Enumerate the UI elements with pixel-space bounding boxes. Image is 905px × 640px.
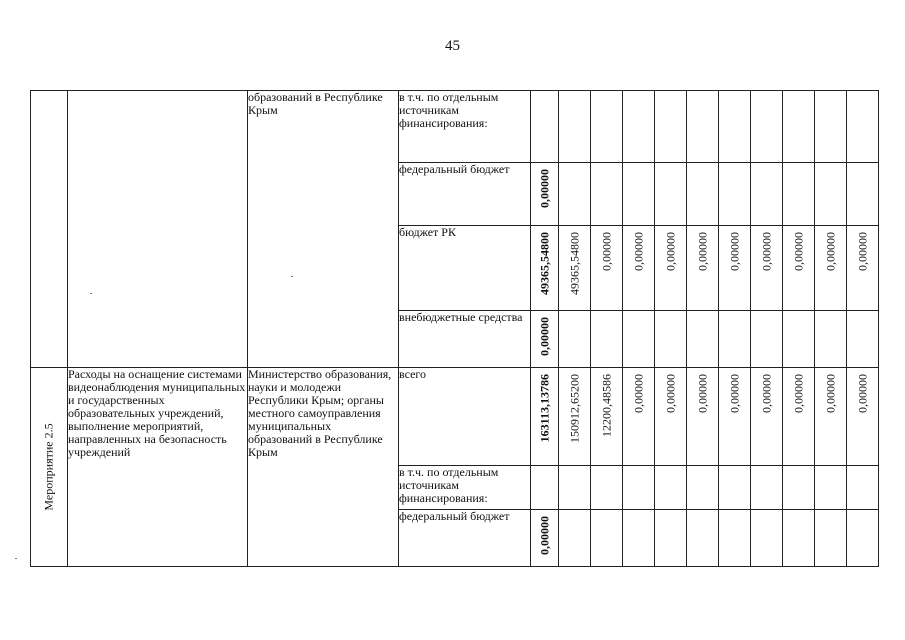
amount-cell: [655, 91, 687, 163]
amount-cell: [559, 466, 591, 510]
scan-speck: [291, 276, 293, 277]
amount-cell: [531, 311, 559, 368]
amount-cell: [591, 311, 623, 368]
funding-source: внебюджетные средства: [399, 311, 531, 368]
amount-cell: [783, 311, 815, 368]
amount-cell: [591, 368, 623, 466]
amount-cell: [847, 368, 879, 466]
year-amount: 0,00000: [695, 232, 709, 271]
year-amount: 0,00000: [631, 374, 645, 413]
amount-cell: [815, 226, 847, 311]
total-amount: 49365,54800: [537, 232, 551, 295]
year-amount: 0,00000: [631, 232, 645, 271]
amount-cell: [559, 91, 591, 163]
amount-cell: [815, 368, 847, 466]
amount-cell: [687, 311, 719, 368]
year-amount: 0,00000: [823, 374, 837, 413]
funding-source: в т.ч. по отдельным источникам финансирования:: [399, 466, 531, 510]
year-amount: 0,00000: [663, 232, 677, 271]
year-amount: 0,00000: [759, 232, 773, 271]
total-amount: 163113,13786: [537, 374, 551, 443]
amount-cell: [531, 510, 559, 567]
amount-cell: [719, 91, 751, 163]
year-amount: 0,00000: [695, 374, 709, 413]
amount-cell: [815, 510, 847, 567]
amount-cell: [719, 226, 751, 311]
amount-cell: [623, 311, 655, 368]
amount-cell: [623, 163, 655, 226]
amount-cell: [531, 91, 559, 163]
funding-source: федеральный бюджет: [399, 510, 531, 567]
amount-cell: [655, 226, 687, 311]
budget-table: [30, 90, 879, 567]
amount-cell: [815, 163, 847, 226]
amount-cell: [719, 466, 751, 510]
measure-executor: Министерство образования, науки и молодежи Республики Крым; органы местного самоуправления муниципальных образований в Республике Крым: [248, 368, 399, 567]
year-amount: 150912,65200: [567, 374, 581, 443]
amount-cell: [751, 466, 783, 510]
amount-cell: [623, 466, 655, 510]
amount-cell: [783, 368, 815, 466]
amount-cell: [719, 368, 751, 466]
amount-cell: [719, 510, 751, 567]
year-amount: 12200,48586: [599, 374, 613, 437]
total-amount: 0,00000: [537, 169, 551, 208]
funding-source: всего: [399, 368, 531, 466]
amount-cell: [655, 163, 687, 226]
amount-cell: [623, 368, 655, 466]
funding-source: в т.ч. по отдельным источникам финансирования:: [399, 91, 531, 163]
amount-cell: [847, 466, 879, 510]
amount-cell: [751, 368, 783, 466]
table-row: [31, 368, 879, 466]
amount-cell: [531, 226, 559, 311]
amount-cell: [751, 510, 783, 567]
amount-cell: [531, 368, 559, 466]
year-amount: 0,00000: [663, 374, 677, 413]
scan-speck: [15, 558, 17, 559]
funding-source: федеральный бюджет: [399, 163, 531, 226]
amount-cell: [815, 311, 847, 368]
amount-cell: [815, 466, 847, 510]
amount-cell: [847, 510, 879, 567]
amount-cell: [687, 91, 719, 163]
measure-label: Мероприятие 2.5: [41, 423, 56, 511]
year-amount: 0,00000: [791, 374, 805, 413]
amount-cell: [783, 510, 815, 567]
year-amount: 49365,54800: [567, 232, 581, 295]
amount-cell: [531, 466, 559, 510]
amount-cell: [719, 163, 751, 226]
year-amount: 0,00000: [855, 232, 869, 271]
amount-cell: [559, 368, 591, 466]
amount-cell: [687, 163, 719, 226]
amount-cell: [559, 510, 591, 567]
amount-cell: [559, 226, 591, 311]
amount-cell: [559, 163, 591, 226]
amount-cell: [687, 466, 719, 510]
total-amount: 0,00000: [537, 516, 551, 555]
amount-cell: [687, 368, 719, 466]
year-amount: 0,00000: [727, 232, 741, 271]
amount-cell: [783, 163, 815, 226]
year-amount: 0,00000: [727, 374, 741, 413]
amount-cell: [751, 226, 783, 311]
amount-cell: [847, 311, 879, 368]
amount-cell: [687, 510, 719, 567]
amount-cell: [783, 91, 815, 163]
amount-cell: [783, 466, 815, 510]
amount-cell: [783, 226, 815, 311]
amount-cell: [751, 163, 783, 226]
amount-cell: [591, 226, 623, 311]
amount-cell: [655, 466, 687, 510]
year-amount: 0,00000: [599, 232, 613, 271]
table-row: [31, 91, 879, 163]
amount-cell: [531, 163, 559, 226]
measure-label-cell: [31, 91, 68, 368]
amount-cell: [815, 91, 847, 163]
amount-cell: [591, 510, 623, 567]
amount-cell: [623, 510, 655, 567]
amount-cell: [687, 226, 719, 311]
amount-cell: [847, 163, 879, 226]
amount-cell: [623, 226, 655, 311]
measure-label-cell: [31, 368, 68, 567]
page-number: 45: [445, 38, 460, 54]
amount-cell: [719, 311, 751, 368]
amount-cell: [847, 91, 879, 163]
amount-cell: [591, 163, 623, 226]
year-amount: 0,00000: [855, 374, 869, 413]
scan-speck: [90, 293, 92, 294]
executor-cell: образований в Республике Крым: [248, 91, 399, 368]
measure-description: Расходы на оснащение системами видеонаблюдения муниципальных и государственных образовательных учреждений, выполнение мероприятий, направленных на безопасность учреждений: [68, 368, 248, 567]
amount-cell: [847, 226, 879, 311]
amount-cell: [623, 91, 655, 163]
amount-cell: [751, 91, 783, 163]
description-cell: [68, 91, 248, 368]
amount-cell: [655, 510, 687, 567]
amount-cell: [655, 368, 687, 466]
amount-cell: [591, 91, 623, 163]
year-amount: 0,00000: [759, 374, 773, 413]
year-amount: 0,00000: [823, 232, 837, 271]
funding-source: бюджет РК: [399, 226, 531, 311]
amount-cell: [591, 466, 623, 510]
amount-cell: [655, 311, 687, 368]
amount-cell: [559, 311, 591, 368]
total-amount: 0,00000: [537, 317, 551, 356]
year-amount: 0,00000: [791, 232, 805, 271]
amount-cell: [751, 311, 783, 368]
